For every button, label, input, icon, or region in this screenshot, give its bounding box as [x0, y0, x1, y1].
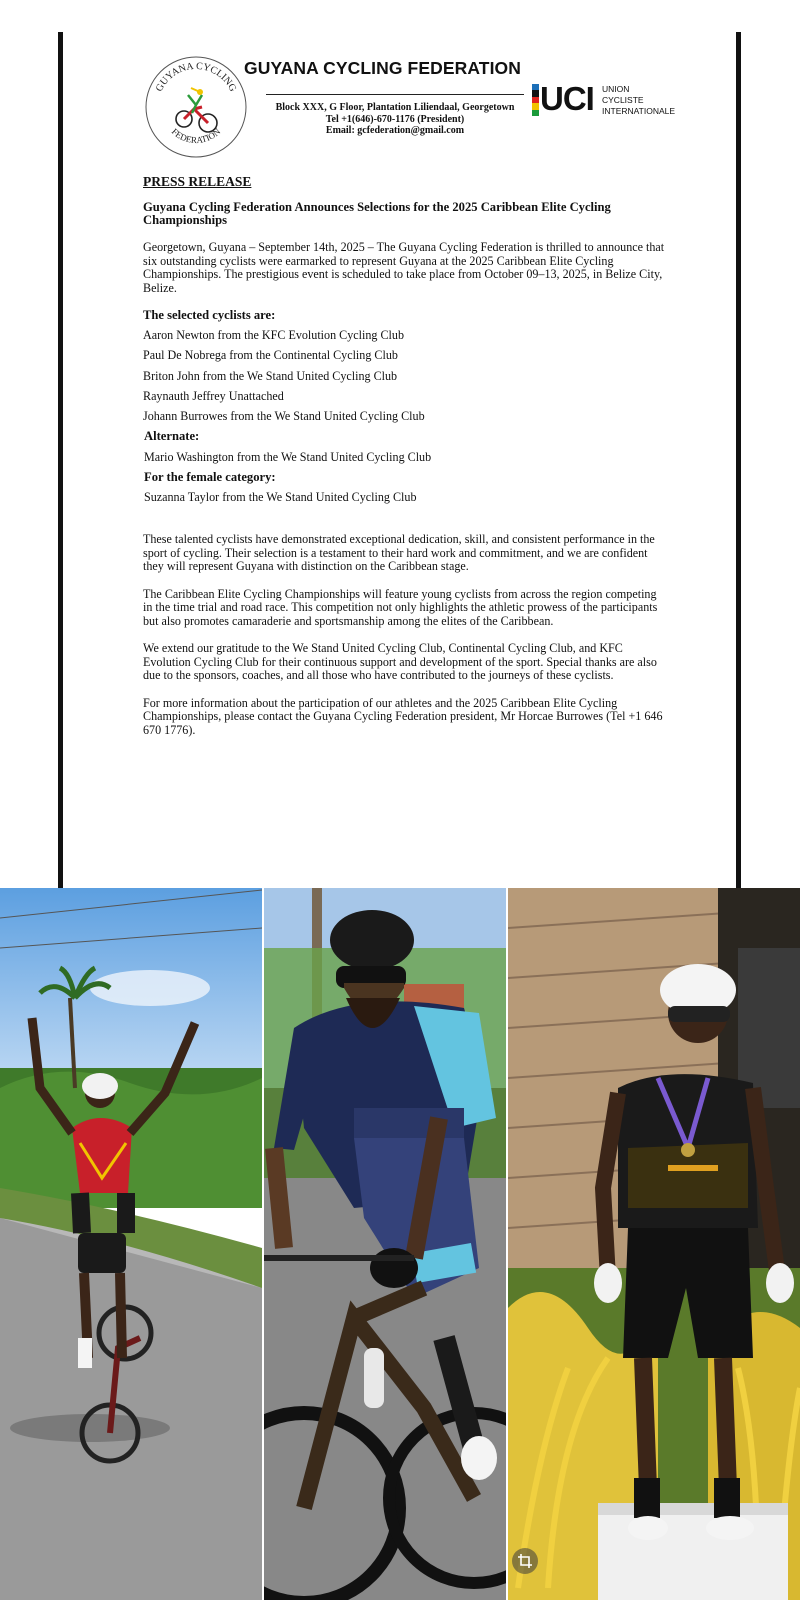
release-headline: Guyana Cycling Federation Announces Selections for the 2025 Caribbean Elite Cycling Championships — [143, 199, 611, 228]
uci-full-name: UNION CYCLISTE INTERNATIONALE — [602, 84, 676, 116]
alternate-heading: Alternate: — [144, 429, 200, 444]
photo-cyclist-riding — [264, 888, 506, 1600]
contact-paragraph: For more information about the participation of our athletes and the 2025 Caribbean Elite Cycling Championships, please contact the Guyana Cycling Federation president, Mr Horcae Burrowes (Tel +1 646 670 1776). — [143, 695, 663, 737]
uci-color-stripes — [532, 84, 539, 116]
selected-cyclist: Raynauth Jeffrey Unattached — [143, 388, 284, 403]
photo-female-cyclist — [508, 888, 800, 1600]
body-paragraph: We extend our gratitude to the We Stand United Cycling Club, Continental Cycling Club, and KFC Evolution Cycling Club for their continuous support and development of the sport. Special thanks are also due to the sponsors, coaches, and all those who have contributed to the journeys of these cyclists. — [143, 641, 657, 683]
crop-icon[interactable] — [512, 1548, 538, 1574]
letterhead-divider — [266, 94, 524, 95]
body-paragraph: These talented cyclists have demonstrated exceptional dedication, skill, and consistent performance in the sport of cycling. Their selection is a testament to their hard work and commitment, and we are confident they will represent Guyana with distinction on the Caribbean stage. — [143, 532, 655, 574]
svg-text:GUYANA CYCLING: GUYANA CYCLING — [153, 60, 239, 94]
intro-paragraph: Georgetown, Guyana – September 14th, 2025 – The Guyana Cycling Federation is thrilled to announce that six outstanding cyclists were earmarked to represent Guyana at the 2025 Caribbean Elite Cycling Championships. The prestigious event is scheduled to take place from October 09–13, 2025, in Belize City, Belize. — [143, 240, 665, 295]
body-paragraph: The Caribbean Elite Cycling Championships will feature young cyclists from across the region competing in the time trial and road race. This competition not only highlights the athletic prowess of the participants but also promotes camaraderie and sportsmanship among the elites of the Caribbean. — [143, 586, 658, 628]
selected-cyclist: Paul De Nobrega from the Continental Cycling Club — [143, 348, 398, 363]
contact-block — [262, 102, 528, 137]
email-line: Email: gcfederation@gmail.com — [325, 125, 465, 136]
federation-logo — [144, 55, 248, 159]
cyclist-photo-strip — [0, 888, 800, 1600]
female-cyclist: Suzanna Taylor from the We Stand United Cycling Club — [144, 490, 417, 505]
uci-acronym: UCI — [540, 80, 594, 117]
photo-cyclist-celebrating — [0, 888, 262, 1600]
uci-logo — [532, 80, 676, 118]
selected-cyclist: Johann Burrowes from the We Stand United Cycling Club — [143, 408, 425, 423]
phone-line: Tel +1(646)-670-1176 (President) — [325, 113, 465, 125]
address-line: Block XXX, G Floor, Plantation Liliendaal, Georgetown — [275, 102, 515, 113]
female-category-heading: For the female category: — [144, 469, 276, 484]
selected-cyclist: Aaron Newton from the KFC Evolution Cycling Club — [143, 328, 405, 343]
page-border-left — [58, 32, 63, 888]
selected-cyclist: Briton John from the We Stand United Cycling Club — [143, 368, 398, 383]
alternate-cyclist: Mario Washington from the We Stand United Cycling Club — [144, 449, 432, 464]
svg-text:FEDERATION: FEDERATION — [169, 126, 223, 146]
page-border-right — [736, 32, 741, 888]
press-release-label: PRESS RELEASE — [143, 174, 252, 189]
organization-name: GUYANA CYCLING FEDERATION — [244, 58, 522, 78]
selected-cyclists-heading: The selected cyclists are: — [143, 307, 276, 322]
release-body — [143, 175, 668, 751]
